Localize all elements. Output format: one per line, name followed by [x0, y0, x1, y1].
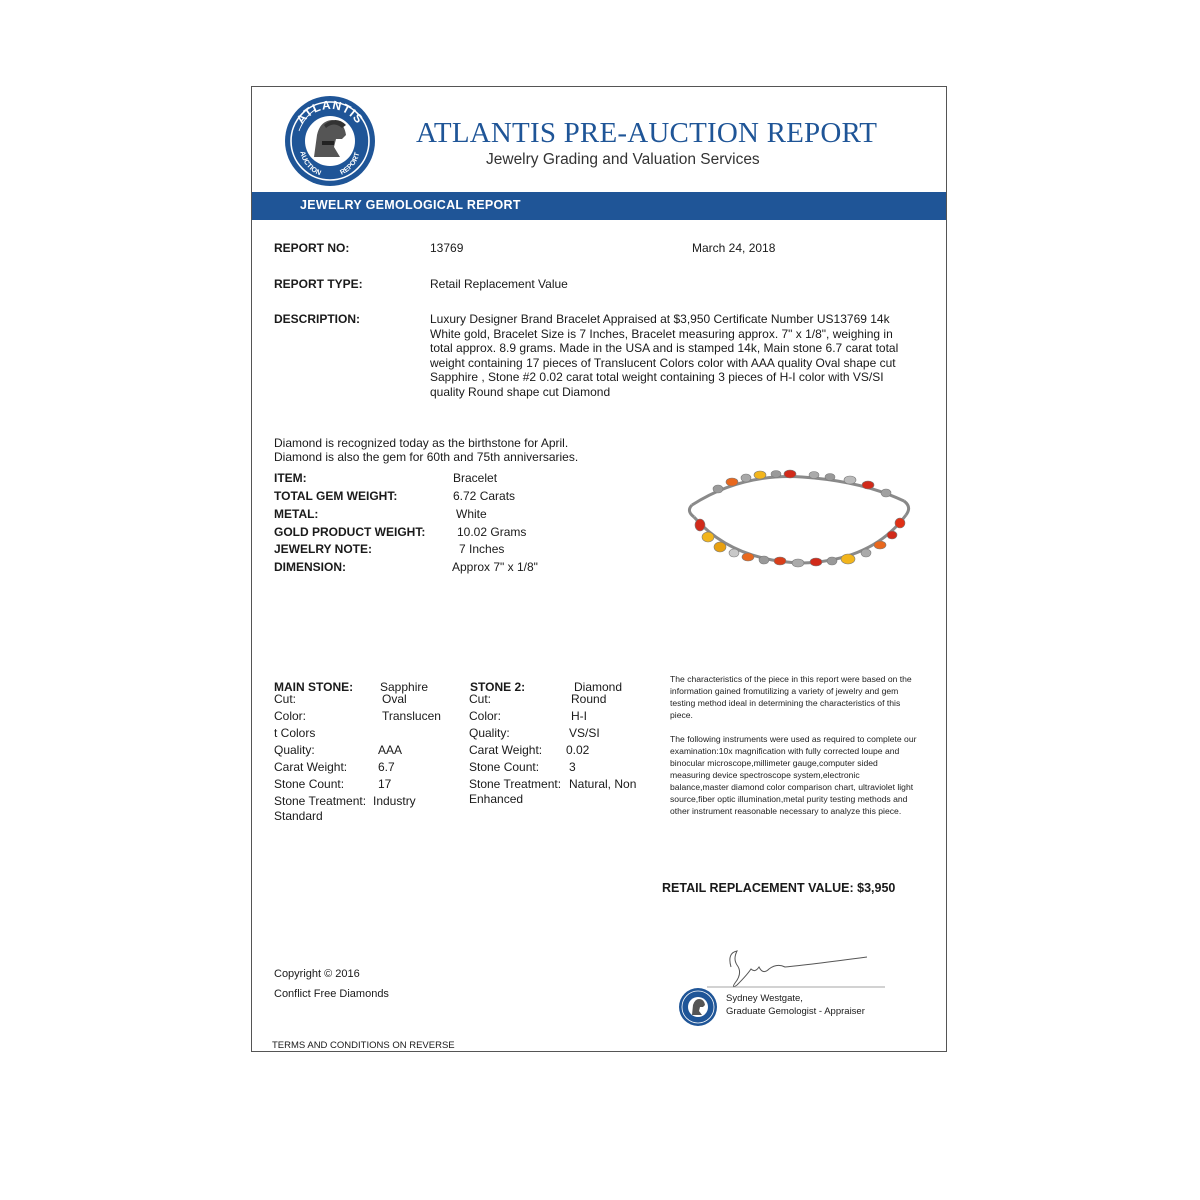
stone2-name: Diamond: [574, 680, 623, 694]
main-stone-name: Sapphire: [380, 680, 429, 694]
detail-metal-value: White: [456, 507, 487, 521]
svg-text:AUCTION: AUCTION: [298, 150, 322, 178]
signer-name: Sydney Westgate,: [726, 993, 803, 1004]
report-sheet: [251, 86, 947, 1052]
detail-jewelry-note-value: 7 Inches: [459, 542, 505, 556]
main-stone-treatment-label: Stone Treatment:: [274, 794, 367, 808]
stone2-cut: Round: [571, 692, 607, 706]
retail-replacement-value: RETAIL REPLACEMENT VALUE: $3,950: [662, 881, 896, 895]
stone2-count-label: Stone Count:: [469, 760, 540, 774]
stone2-heading: STONE 2:: [470, 680, 526, 694]
svg-text:REPORT: REPORT: [339, 151, 362, 177]
report-type-label: REPORT TYPE:: [274, 277, 363, 291]
seal-icon: [678, 987, 718, 1027]
main-stone-carat-label: Carat Weight:: [274, 760, 348, 774]
stone2-color: H-I: [571, 709, 587, 723]
conflict-free: Conflict Free Diamonds: [274, 988, 389, 1000]
detail-gem-weight-label: TOTAL GEM WEIGHT:: [274, 489, 398, 503]
svg-text:ATLANTIS: ATLANTIS: [293, 97, 367, 127]
main-stone-color: Translucen: [382, 709, 441, 723]
main-stone-carat: 6.7: [378, 760, 395, 774]
stone2-carat: 0.02: [566, 743, 590, 757]
main-stone-color-wrap: t Colors: [274, 726, 316, 740]
stone2-treatment: Natural, Non: [569, 777, 637, 791]
stone2-count: 3: [569, 760, 576, 774]
main-stone-treatment-wrap: Standard: [274, 809, 323, 823]
main-stone-treatment: Industry: [373, 794, 416, 808]
stone2-treatment-label: Stone Treatment:: [469, 777, 562, 791]
stone2-treatment-wrap: Enhanced: [469, 792, 524, 806]
report-date: March 24, 2018: [692, 241, 776, 255]
section-band: [252, 192, 946, 220]
stone2-cut-label: Cut:: [469, 692, 492, 706]
detail-gem-weight-value: 6.72 Carats: [453, 489, 516, 503]
detail-dimension-value: Approx 7" x 1/8": [452, 560, 538, 574]
detail-gold-weight-label: GOLD PRODUCT WEIGHT:: [274, 525, 426, 539]
stone2-color-label: Color:: [469, 709, 502, 723]
main-stone-cut: Oval: [382, 692, 407, 706]
methodology-note: The characteristics of the piece in this report were based on the information gained fromutilizing a variety of jewelry and gem testing method ideal in determining the characteristics of this piece.: [670, 674, 912, 720]
logo-lettering: [284, 95, 376, 187]
instruments-note: The following instruments were used as required to complete our examination:10x magnification with fully corrected loupe and binocular microscope,millimeter gauge,computer sided measuring device spectroscope system,electronic balance,master diamond color comparison chart, ultraviolet light source,fiber optic illumination,metal purity testing methods and other instrument reasonable necessary to analyze this piece.: [670, 734, 917, 816]
detail-dimension-label: DIMENSION:: [274, 560, 346, 574]
signature: [707, 945, 887, 993]
stone2-quality: VS/SI: [569, 726, 600, 740]
copyright: Copyright © 2016: [274, 968, 360, 980]
report-type-value: Retail Replacement Value: [430, 277, 568, 291]
stone2-carat-label: Carat Weight:: [469, 743, 543, 757]
report-title: ATLANTIS PRE-AUCTION REPORT: [416, 117, 878, 149]
main-stone-count-label: Stone Count:: [274, 777, 345, 791]
description-value: Luxury Designer Brand Bracelet Appraised at $3,950 Certificate Number US13769 14k White gold, Bracelet Size is 7 Inches, Bracelet measuring approx. 7" x 1/8", weighing in total approx. 8.9 grams. Made in the USA and is stamped 14k, Main stone 6.7 carat total weight containing 17 pieces of Translucent Colors color with AAA quality Oval shape cut Sapphire , Stone #2 0.02 carat total weight containing 3 pieces of H-I color with VS/SI quality Round shape cut Diamond: [430, 312, 899, 399]
signer-title: Graduate Gemologist - Appraiser: [726, 1006, 865, 1017]
main-stone-quality-label: Quality:: [274, 743, 315, 757]
detail-jewelry-note-label: JEWELRY NOTE:: [274, 542, 373, 556]
report-no-label: REPORT NO:: [274, 241, 350, 255]
main-stone-color-label: Color:: [274, 709, 307, 723]
terms-notice: TERMS AND CONDITIONS ON REVERSE: [272, 1040, 455, 1051]
report-subtitle: Jewelry Grading and Valuation Services: [486, 151, 760, 168]
report-no-value: 13769: [430, 241, 464, 255]
detail-gold-weight-value: 10.02 Grams: [457, 525, 527, 539]
birthstone-line-2: Diamond is also the gem for 60th and 75th anniversaries.: [274, 450, 579, 464]
description-label: DESCRIPTION:: [274, 312, 361, 326]
main-stone-quality: AAA: [378, 743, 403, 757]
main-stone-cut-label: Cut:: [274, 692, 297, 706]
stone2-quality-label: Quality:: [469, 726, 510, 740]
detail-metal-label: METAL:: [274, 507, 319, 521]
main-stone-count: 17: [378, 777, 392, 791]
birthstone-line-1: Diamond is recognized today as the birthstone for April.: [274, 436, 569, 450]
band-title: JEWELRY GEMOLOGICAL REPORT: [300, 198, 521, 212]
detail-item-label: ITEM:: [274, 471, 307, 485]
bracelet-image: [682, 465, 918, 577]
detail-item-value: Bracelet: [453, 471, 498, 485]
main-stone-heading: MAIN STONE:: [274, 680, 354, 694]
